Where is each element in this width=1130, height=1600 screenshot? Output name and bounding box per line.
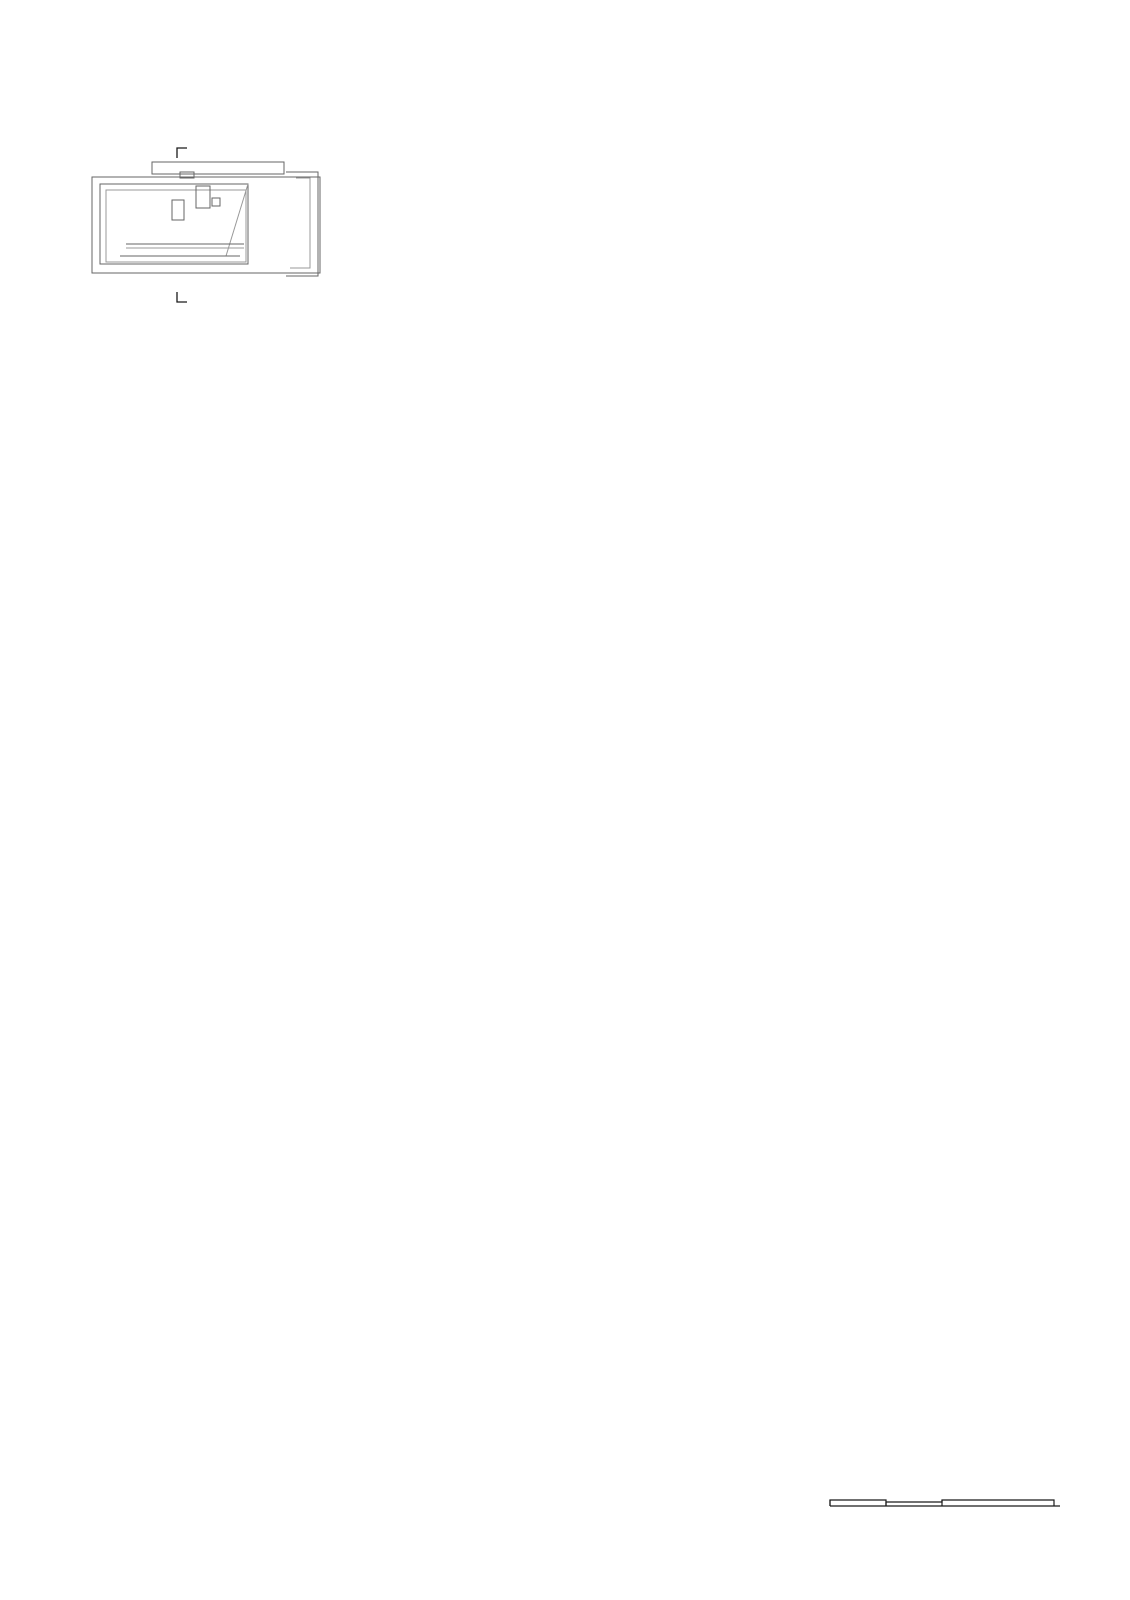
scale-bar: [830, 1500, 1060, 1506]
key-plan: [92, 162, 320, 276]
key-plan-cut-marks: [177, 148, 187, 302]
drawing-title: [378, 1500, 394, 1525]
